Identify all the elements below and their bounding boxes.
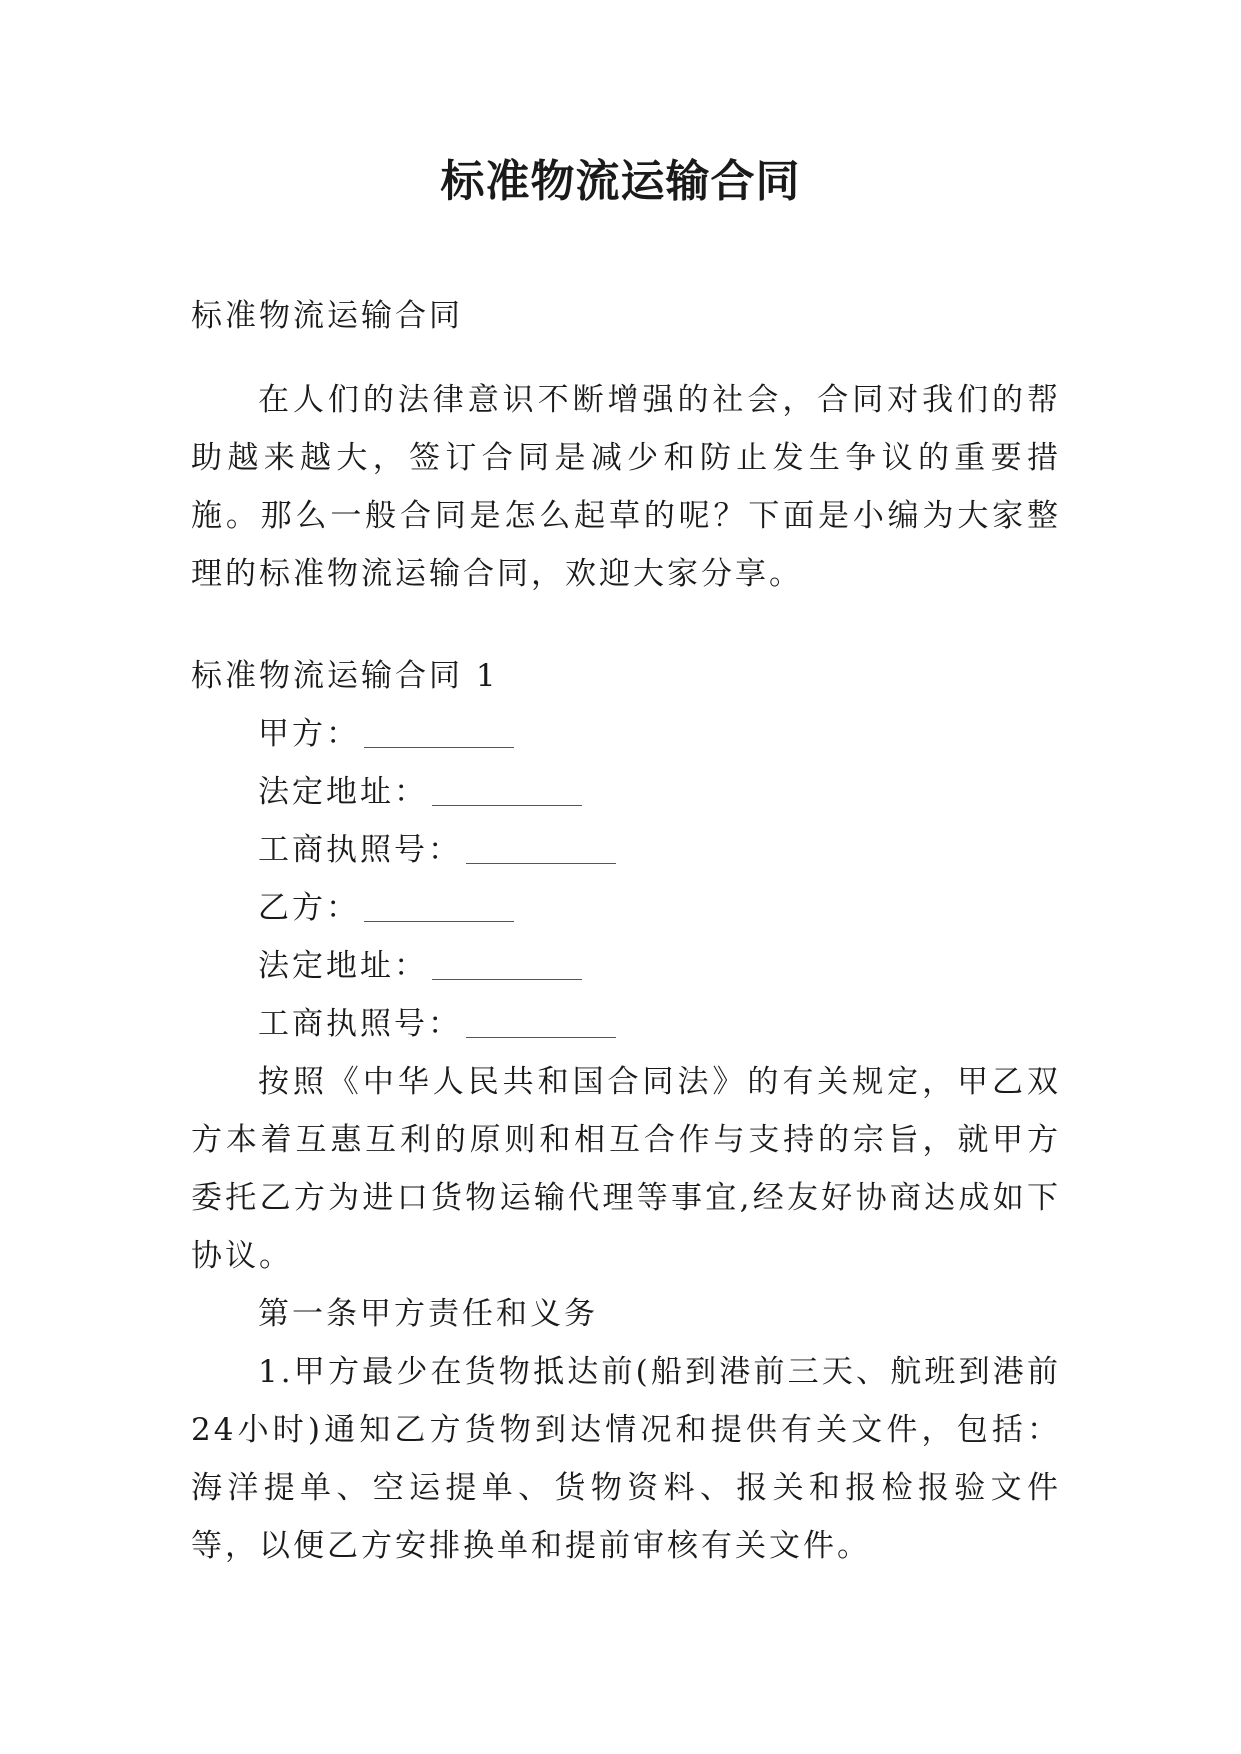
preamble-paragraph: 按照《中华人民共和国合同法》的有关规定，甲乙双方本着互惠互利的原则和相互合作与支持的宗旨，就甲方委托乙方为进口货物运输代理等事宜,经友好协商达成如下协议。 (191, 1064, 1061, 1274)
party-b-address-blank (432, 953, 582, 980)
party-b-address-row (191, 937, 1061, 995)
document-subtitle: 标准物流运输合同 (191, 298, 463, 334)
party-a-address-label: 法定地址： (258, 774, 428, 810)
party-b-name-label: 乙方： (258, 890, 360, 926)
article-1-title: 第一条甲方责任和义务 (258, 1296, 598, 1332)
party-b-license-blank (466, 1011, 616, 1038)
document-title: 标准物流运输合同 (440, 156, 801, 207)
party-b-license-row (191, 995, 1061, 1053)
party-a-license-row (191, 821, 1061, 879)
party-a-license-label: 工商执照号： (258, 832, 462, 868)
party-a-name-row (191, 705, 1061, 763)
party-b-license-label: 工商执照号： (258, 1006, 462, 1042)
section-title: 标准物流运输合同 1 (191, 658, 499, 694)
party-a-name-label: 甲方： (258, 716, 360, 752)
party-b-name-blank (364, 895, 514, 922)
party-a-license-blank (466, 837, 616, 864)
party-a-address-row (191, 763, 1061, 821)
document-body (191, 287, 1061, 1575)
article-1-item-1: 1.甲方最少在货物抵达前(船到港前三天、航班到港前24小时)通知乙方货物到达情况和提供有关文件，包括：海洋提单、空运提单、货物资料、报关和报检报验文件等，以便乙方安排换单和提前审核有关文件。 (191, 1354, 1061, 1564)
party-b-name-row (191, 879, 1061, 937)
intro-paragraph: 在人们的法律意识不断增强的社会，合同对我们的帮助越来越大，签订合同是减少和防止发生争议的重要措施。那么一般合同是怎么起草的呢？下面是小编为大家整理的标准物流运输合同，欢迎大家分享。 (191, 382, 1061, 592)
party-a-name-blank (364, 721, 514, 748)
party-b-address-label: 法定地址： (258, 948, 428, 984)
party-a-address-blank (432, 779, 582, 806)
